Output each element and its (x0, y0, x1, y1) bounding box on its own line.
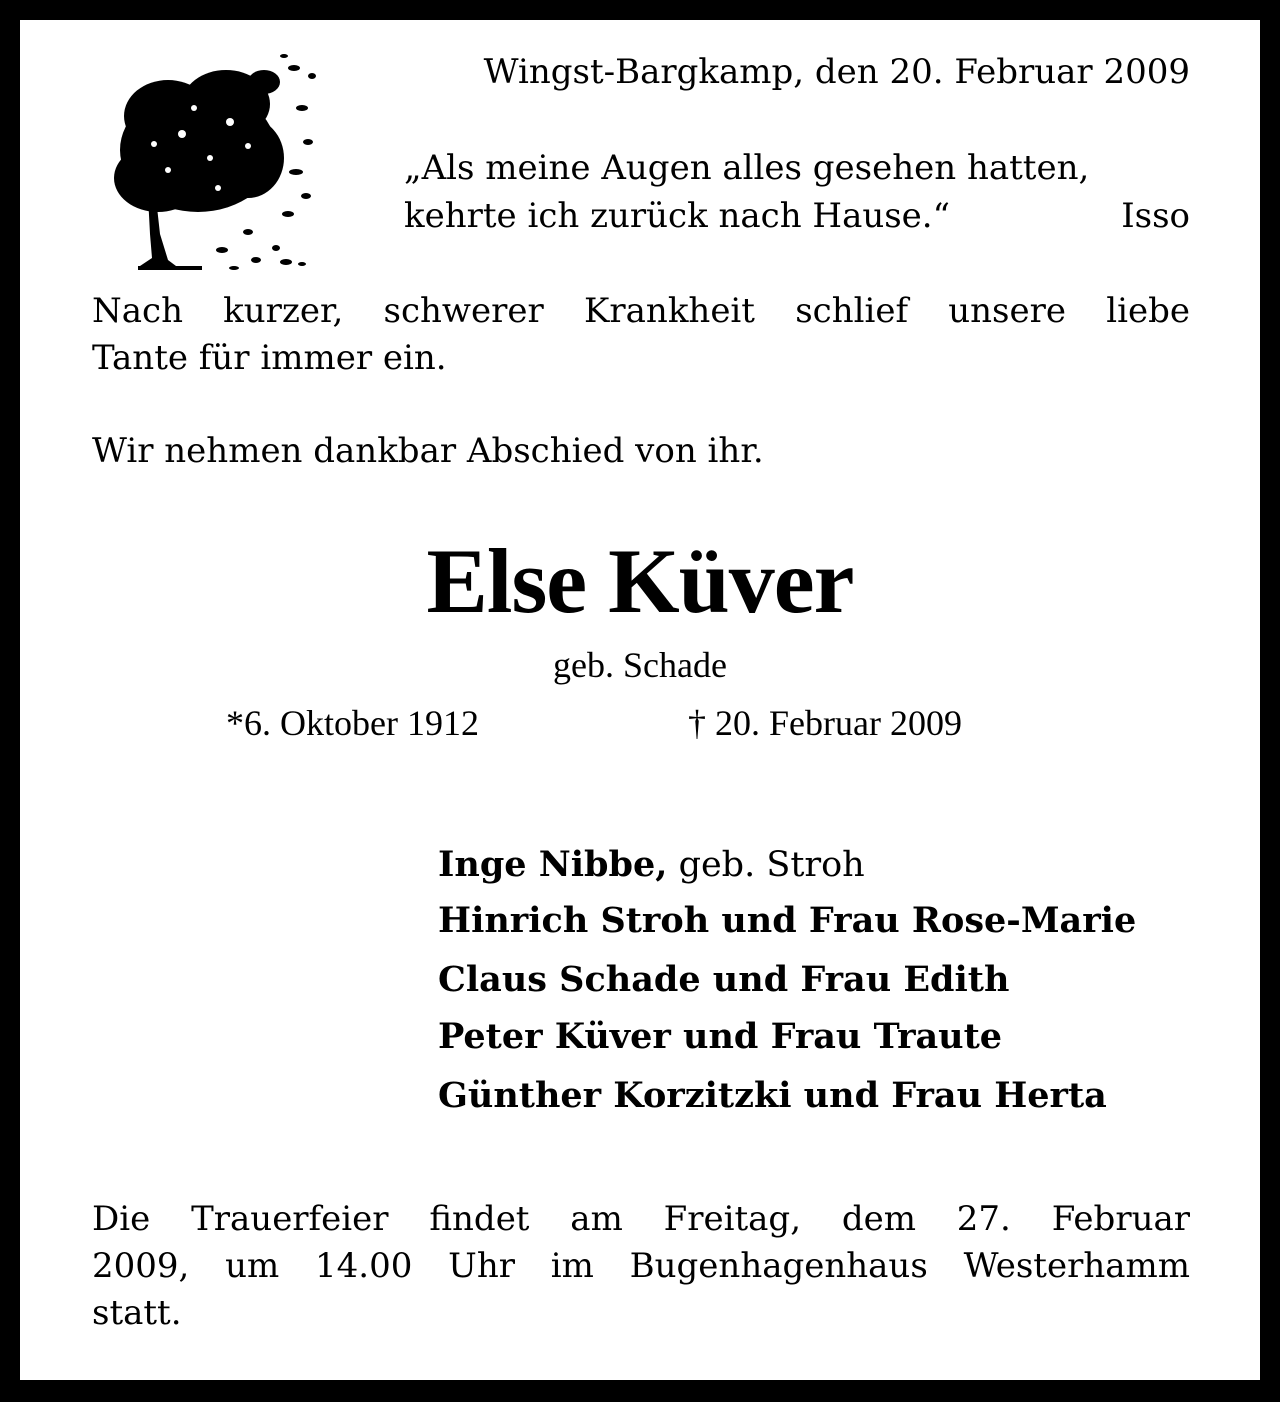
service-paragraph (92, 1196, 1190, 1337)
quote-line-2 (404, 196, 1190, 236)
birth-name: geb. Schade (553, 645, 727, 685)
mourner-line (438, 1016, 1002, 1057)
quote-author: Isso (1121, 196, 1190, 236)
mourner-line (438, 959, 1009, 1000)
mourner-line (438, 900, 1136, 941)
service-line-2: 2009, um 14.00 Uhr im Bugenhagenhaus Westerhamm (92, 1246, 1190, 1286)
service-line-1: Die Trauerfeier findet am Freitag, dem 27. Februar (92, 1199, 1190, 1239)
mourner-line (438, 844, 865, 885)
mourner-name: Günther Korzitzki und Frau Herta (438, 1075, 1107, 1116)
mourner-name: Peter Küver und Frau Traute (438, 1016, 1003, 1057)
mourner-name: Claus Schade und Frau Edith (438, 959, 1010, 1000)
mourner-note: geb. Stroh (667, 845, 865, 885)
mourner-name: Inge Nibbe, (438, 844, 668, 885)
deceased-name: Else Küver (426, 530, 854, 632)
place-date: Wingst-Bargkamp, den 20. Februar 2009 (483, 52, 1190, 92)
quote-line-1: „Als meine Augen alles gesehen hatten, (404, 148, 1090, 188)
mourner-name: Hinrich Stroh und Frau Rose-Marie (438, 900, 1137, 941)
farewell-text: Wir nehmen dankbar Abschied von ihr. (92, 431, 764, 471)
intro-line-2: Tante für immer ein. (92, 338, 447, 378)
quote-text: kehrte ich zurück nach Hause.“ (404, 196, 950, 236)
birth-date: *6. Oktober 1912 (226, 703, 479, 743)
service-line-3: statt. (92, 1293, 182, 1333)
intro-paragraph (92, 288, 1190, 382)
intro-line-1: Nach kurzer, schwerer Krankheit schlief unsere liebe (92, 291, 1190, 331)
death-date: † 20. Februar 2009 (688, 703, 962, 743)
mourner-line (438, 1075, 1107, 1116)
wind-blown-tree-icon (98, 38, 322, 278)
